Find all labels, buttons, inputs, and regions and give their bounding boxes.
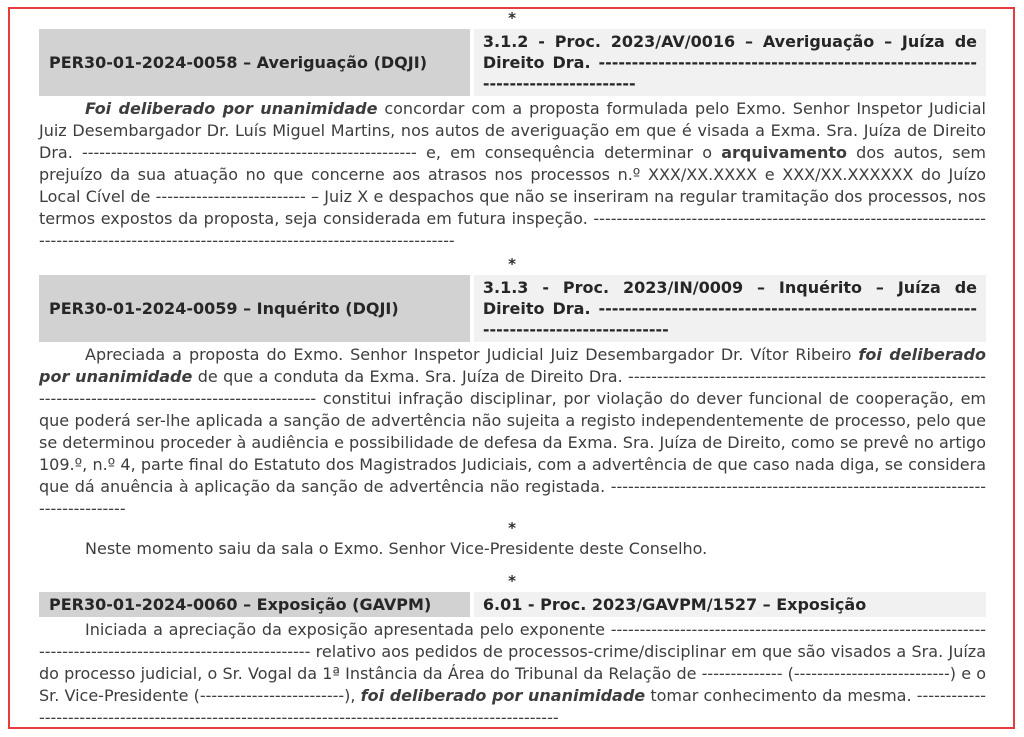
emphasized-text-run: foi deliberado por unanimidade (360, 686, 646, 705)
case-proc-cell (474, 592, 986, 617)
emphasized-text-run: arquivamento (721, 143, 847, 162)
case-proc-text: 3.1.3 - Proc. 2023/IN/0009 – Inquérito – Juíza de Direito Dra. ------------------------------------------------------------------------------------- (482, 278, 977, 339)
text-run: dos autos, sem prejuízo da sua atuação no que concerne aos atrasos nos processos n.º XXX/XX.XXXX e XXX/XX.XXXXXX do Juízo Local Cível de -------------------------- – Juiz X e despachos que não se inseriram na regular tramitação dos processos, nos termos expostos da proposta, seja considerada em futura inspeção. -------------------------------------------------------------------------------------------------------------------------------------------- (39, 143, 986, 250)
case-id-cell (39, 592, 470, 617)
deliberation-paragraph (39, 98, 986, 252)
text-run: Apreciada a proposta do Exmo. Senhor Inspetor Judicial Juiz Desembargador Dr. Vítor Ribeiro (85, 345, 859, 364)
case-id-text: PER30-01-2024-0058 – Averiguação (DQJI) (49, 53, 427, 72)
case-id-cell (39, 275, 470, 342)
case-id-cell (39, 29, 470, 96)
section-separator-star: * (508, 255, 517, 273)
deliberation-paragraph (39, 344, 986, 520)
text-run: de que a conduta da Exma. Sra. Juíza de Direito Dra. -------------------------------------------------------------------------------------------------------------- constitui infração disciplinar, por violação do dever funcional de cooperação, em que poderá ser-lhe aplicada a sanção de advertência não sujeita a registo independentemente de processo, pelo que se determinou proceder à audiência e possibilidade de defesa da Exma. Sra. Juíza de Direito, como se prevê no artigo 109.º, n.º 4, parte final do Estatuto dos Magistrados Judiciais, com a advertência de que caso nada diga, se considera que dá anuência à aplicação da sanção de advertência não registada. -------------------------------------------------------------------------------- (39, 367, 987, 518)
case-id-text: PER30-01-2024-0060 – Exposição (GAVPM) (49, 595, 432, 614)
case-header-row (39, 275, 986, 342)
emphasized-text-run: foi deliberado por unanimidade (39, 345, 987, 386)
session-note: Neste momento saiu da sala o Exmo. Senhor Vice-Presidente deste Conselho. (85, 539, 708, 558)
case-header-row (39, 592, 986, 617)
emphasized-text-run: Foi deliberado por unanimidade (85, 99, 378, 118)
section-separator-star: * (508, 519, 517, 537)
text-run: tomar conhecimento da mesma. ------------------------------------------------------------------------------------------------------ (39, 686, 987, 727)
case-proc-cell (474, 275, 986, 342)
section-separator-star: * (508, 9, 517, 27)
case-id-text: PER30-01-2024-0059 – Inquérito (DQJI) (49, 299, 399, 318)
case-proc-text: 3.1.2 - Proc. 2023/AV/0016 – Averiguação – Juíza de Direito Dra. -------------------------------------------------------------------------------- (482, 32, 977, 93)
text-run: concordar com a proposta formulada pelo Exmo. Senhor Inspetor Judicial Juiz Desembargador Dr. Luís Miguel Martins, nos autos de averiguação em que é visada a Exma. Sra. Juíza de Direito Dra. ---------------------------------------------------------- e, em consequência determinar o (39, 99, 986, 162)
case-proc-text: 6.01 - Proc. 2023/GAVPM/1527 – Exposição (482, 595, 867, 614)
section-separator-star: * (508, 572, 517, 590)
document-page (8, 7, 1015, 729)
deliberation-paragraph (39, 619, 986, 729)
case-header-row (39, 29, 986, 96)
case-proc-cell (474, 29, 986, 96)
text-run: Iniciada a apreciação da exposição apresentada pelo exponente ---------------------------------------------------------------------------------------------------------------- relativo aos pedidos de processos-crime/disciplinar em que são visados a Sra. Juíza do processo judicial, o Sr. Vogal da 1ª Instância da Área do Tribunal da Relação de -------------- (---------------------------) e o Sr. Vice-Presidente (-------------------------), (39, 620, 986, 705)
